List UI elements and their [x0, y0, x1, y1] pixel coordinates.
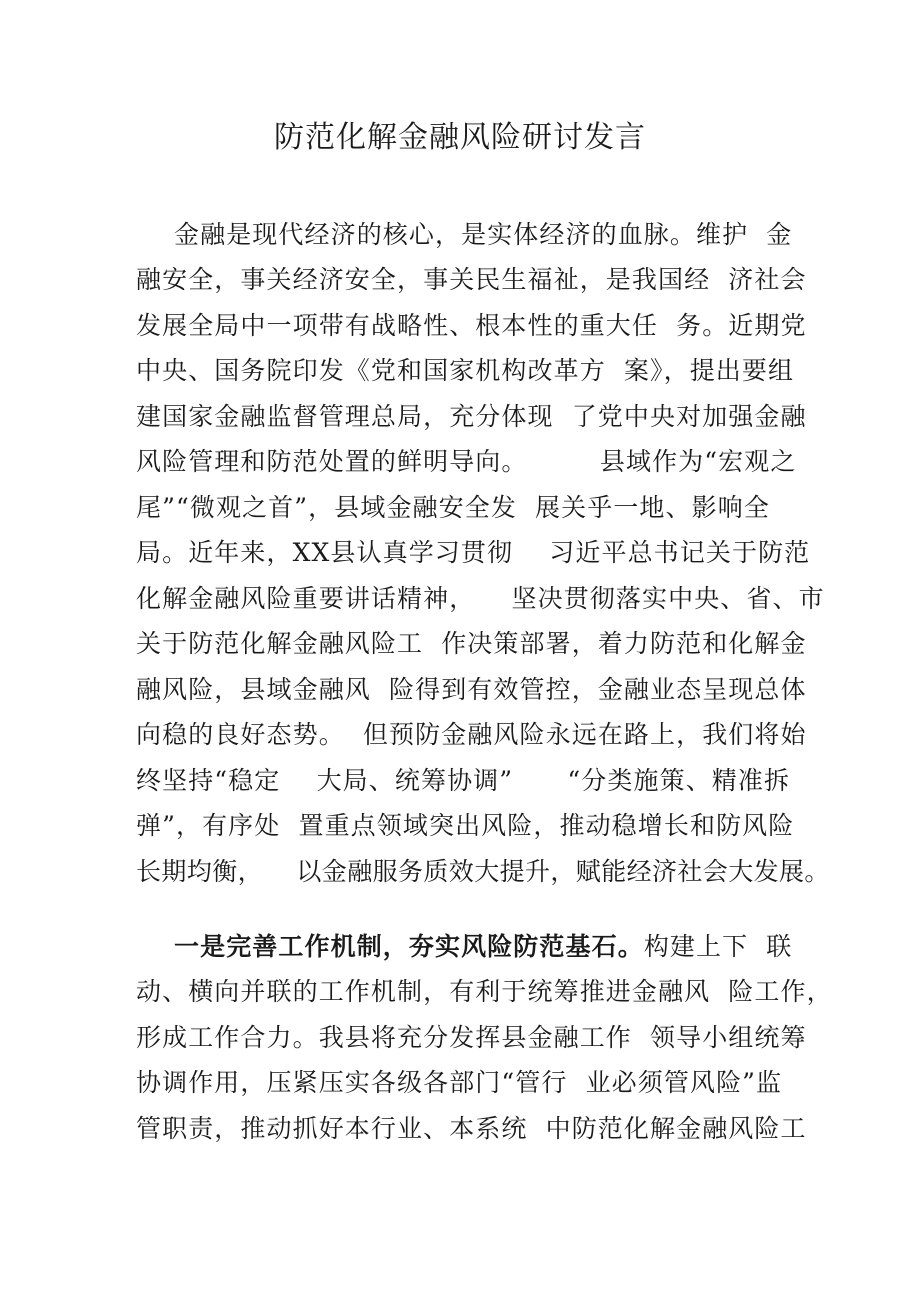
paragraph-line: 向稳的良好态势。 但预防金融风险永远在路上，我们将始: [136, 720, 807, 749]
section-heading-line: [174, 929, 792, 965]
paragraph-line: 金融是现代经济的核心，是实体经济的血脉。维护 金: [174, 220, 793, 249]
paragraph-line: 动、横向并联的工作机制，有利于统筹推进金融风 险工作，: [136, 977, 833, 1006]
paragraph-line: 长期均衡， 以金融服务质效大提升，赋能经济社会大发展。: [136, 857, 830, 886]
section-heading-rest: 构建上下 联: [643, 932, 793, 961]
section-heading: 一是完善工作机制，夯实风险防范基石。: [174, 932, 644, 961]
paragraph-line: 局。近年来，XX县认真学习贯彻 习近平总书记关于防范: [136, 538, 811, 567]
paragraph-line: 风险管理和防范处置的鲜明导向。 县域作为“宏观之: [136, 447, 797, 476]
paragraph-line: 形成工作合力。我县将充分发挥县金融工作 领导小组统筹: [136, 1023, 807, 1052]
paragraph-line: 化解金融风险重要讲话精神， 坚决贯彻落实中央、省、市: [136, 584, 825, 613]
document-title: 防范化解金融风险研讨发言: [274, 120, 646, 155]
paragraph-line: 发展全局中一项带有战略性、根本性的重大任 务。近期党: [136, 311, 807, 340]
paragraph-line: 管职责，推动抓好本行业、本系统 中防范化解金融风险工: [136, 1114, 807, 1143]
paragraph-line: 协调作用，压紧压实各级各部门“管行 业必须管风险”监: [136, 1068, 783, 1097]
paragraph-line: 建国家金融监督管理总局，充分体现 了党中央对加强金融: [136, 402, 807, 431]
paragraph-line: 尾”“微观之首”，县域金融安全发 展关乎一地、影响全: [136, 493, 770, 522]
paragraph-line: 融风险，县域金融风 险得到有效管控，金融业态呈现总体: [136, 675, 807, 704]
paragraph-line: 终坚持“稳定 大局、统筹协调” “分类施策、精准拆: [136, 766, 791, 795]
paragraph-line: 中央、国务院印发《党和国家机构改革方 案》，提出要组: [136, 356, 795, 385]
paragraph-line: 融安全，事关经济安全，事关民生福祉，是我国经 济社会: [136, 265, 807, 294]
paragraph-line: 关于防范化解金融风险工 作决策部署，着力防范和化解金: [136, 629, 807, 658]
paragraph-line: 弹”，有序处 置重点领域突出风险，推动稳增长和防风险: [136, 811, 795, 840]
